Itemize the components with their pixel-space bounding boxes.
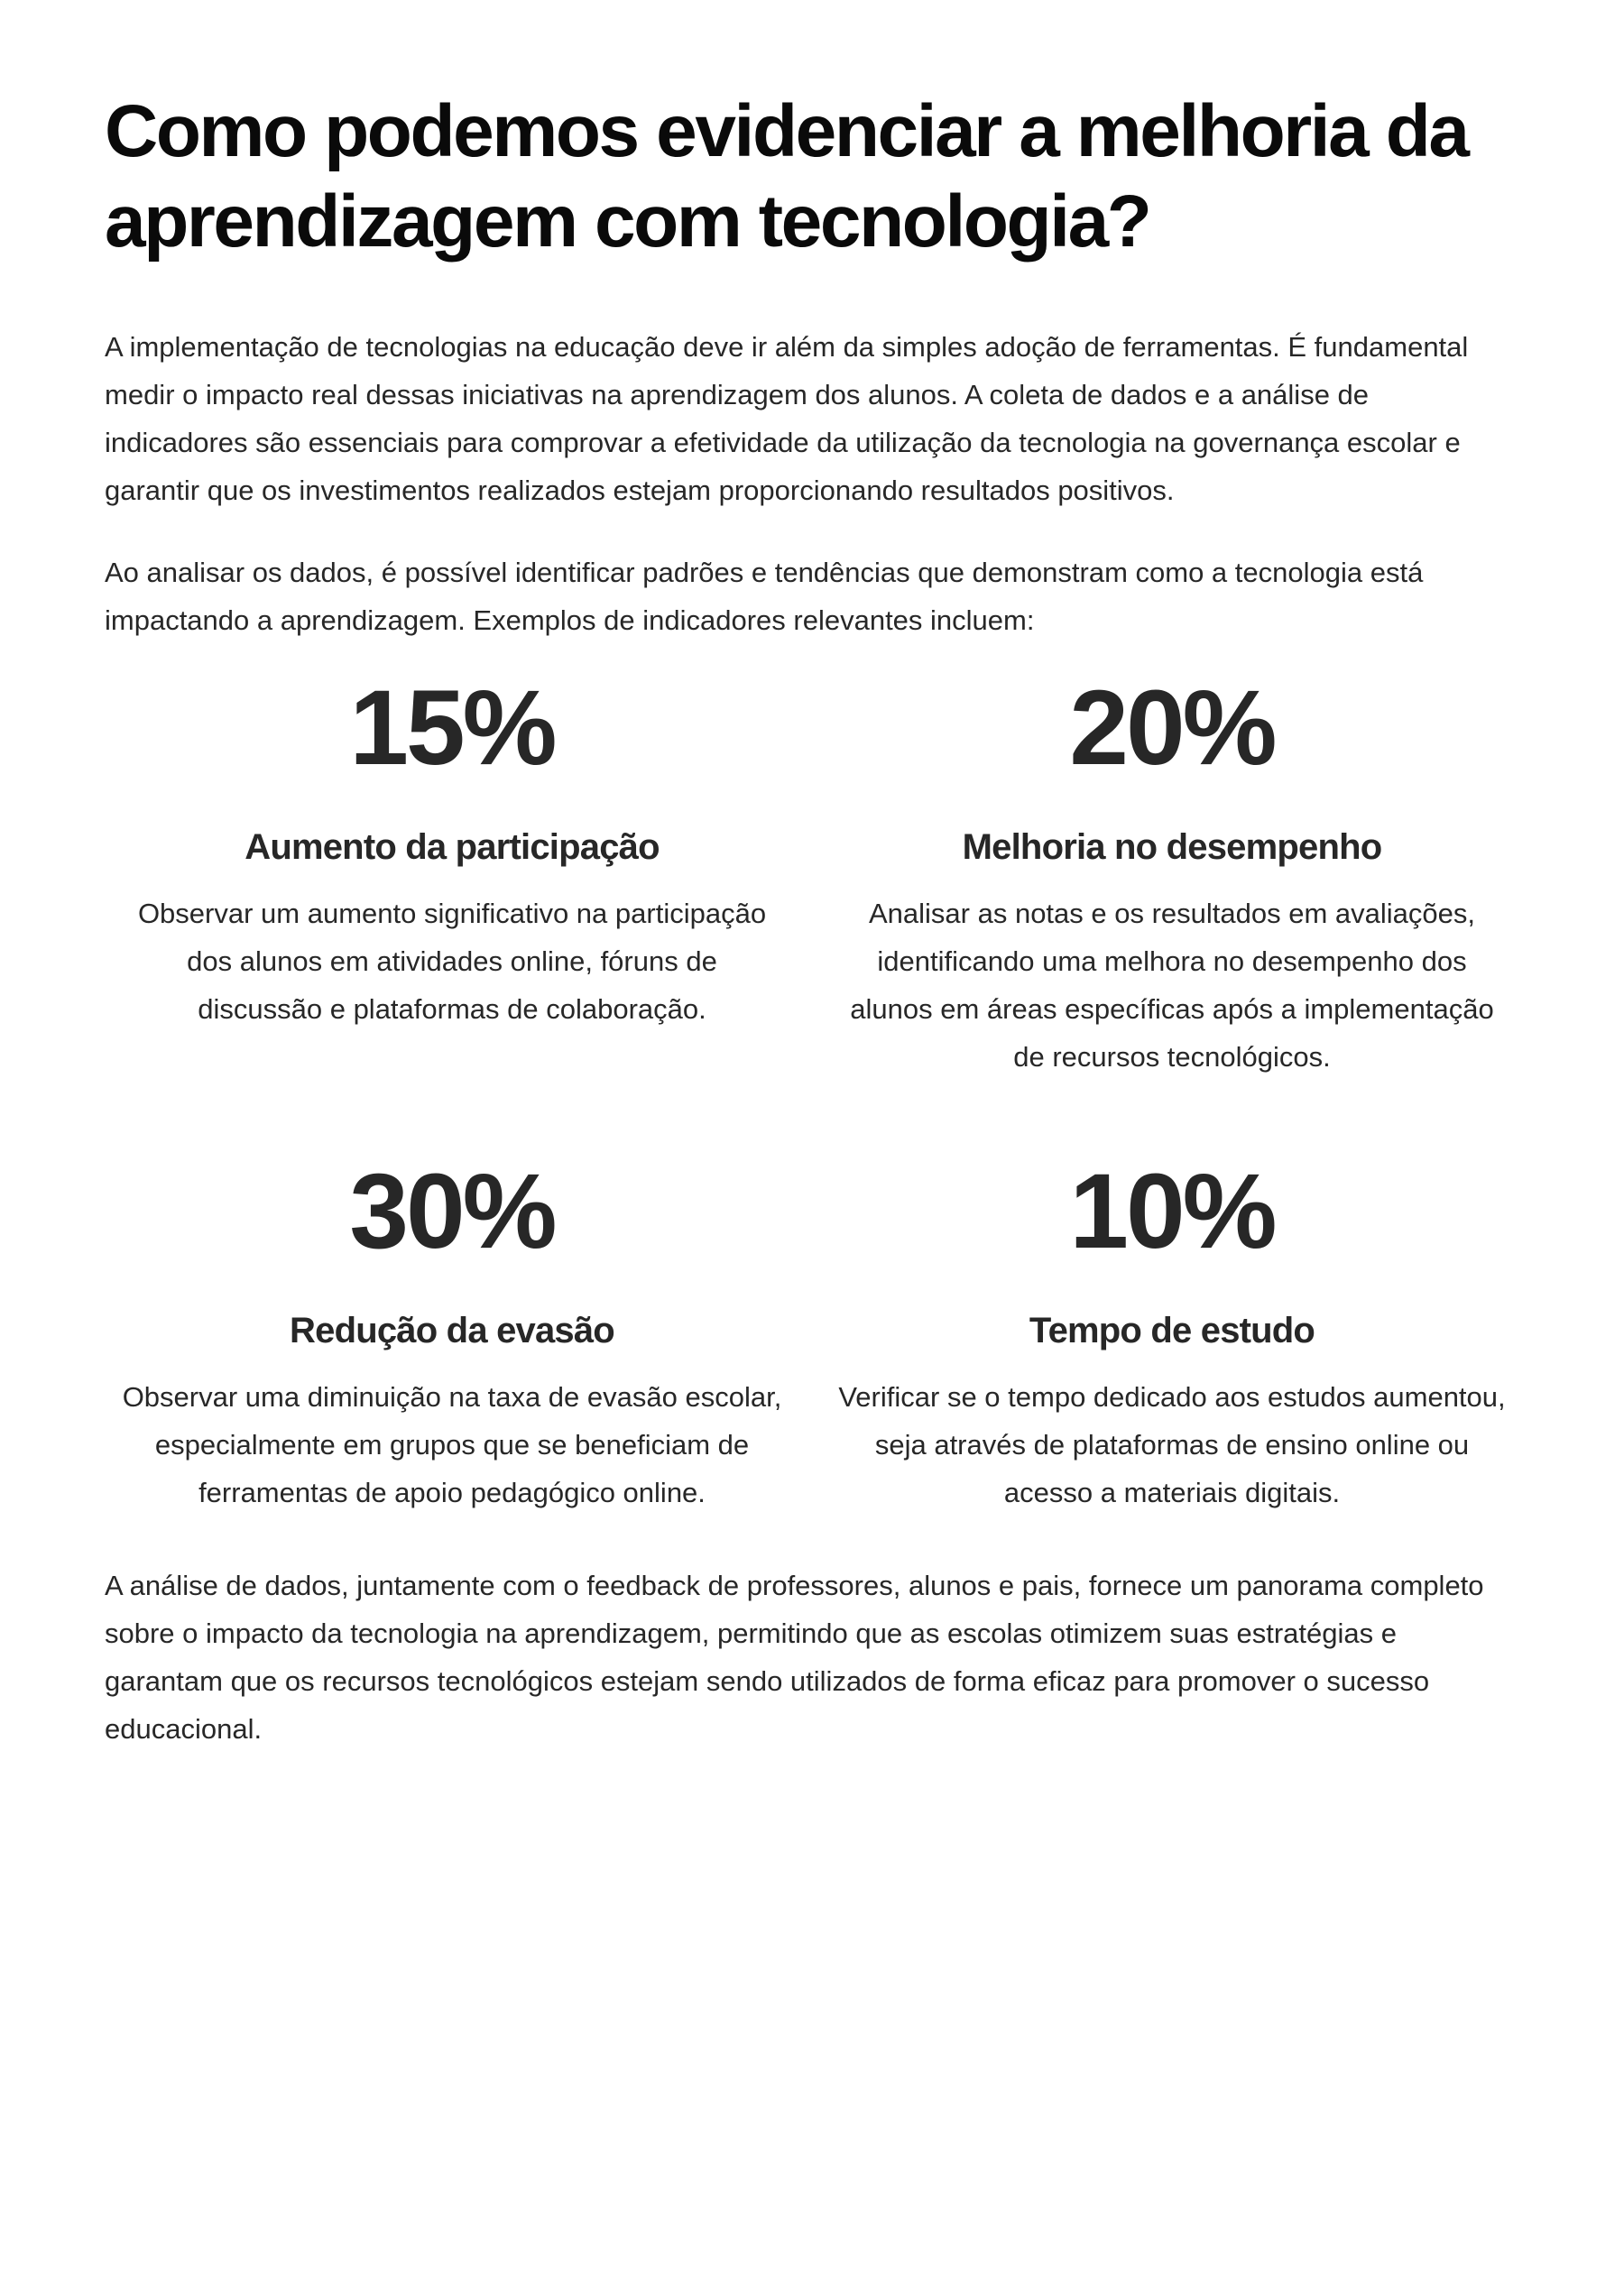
indicator-description: Observar um aumento significativo na participação dos alunos em atividades online, fóruns de discussão e plataformas de colaboração. — [137, 898, 767, 1025]
indicator-card-study-time — [825, 1153, 1519, 1516]
indicator-heading: Redução da evasão — [290, 1311, 614, 1350]
indicator-card-performance — [825, 669, 1519, 1081]
indicator-card-participation — [105, 669, 799, 1081]
indicator-heading: Melhoria no desempenho — [962, 827, 1382, 867]
indicator-card-dropout — [105, 1153, 799, 1516]
page-title: Como podemos evidenciar a melhoria da aprendizagem com tecnologia? — [105, 90, 1468, 263]
indicator-value: 20% — [1069, 668, 1275, 788]
intro-paragraph: A implementação de tecnologias na educação deve ir além da simples adoção de ferramentas. É fundamental medir o impacto real dessas iniciativas na aprendizagem dos alunos. A coleta de dados e a análise de indicadores são essenciais para comprovar a efetividade da utilização da tecnologia na governança escolar e garantir que os investimentos realizados estejam proporcionando resultados positivos. — [105, 331, 1469, 506]
indicator-description: Observar uma diminuição na taxa de evasão escolar, especialmente em grupos que se beneficiam de ferramentas de apoio pedagógico online. — [122, 1381, 782, 1508]
indicator-grid — [105, 669, 1519, 1516]
indicator-description: Verificar se o tempo dedicado aos estudos aumentou, seja através de plataformas de ensino online ou acesso a materiais digitais. — [838, 1381, 1506, 1508]
closing-paragraph: A análise de dados, juntamente com o feedback de professores, alunos e pais, fornece um panorama completo sobre o impacto da tecnologia na aprendizagem, permitindo que as escolas otimizem suas estratégias e garantam que os recursos tecnológicos estejam sendo utilizados de forma eficaz para promover o sucesso educacional. — [105, 1570, 1484, 1745]
indicator-value: 30% — [349, 1152, 555, 1271]
indicator-heading: Tempo de estudo — [1029, 1311, 1315, 1350]
indicator-value: 10% — [1069, 1152, 1275, 1271]
indicators-intro-paragraph: Ao analisar os dados, é possível identificar padrões e tendências que demonstram como a tecnologia está impactando a aprendizagem. Exemplos de indicadores relevantes incluem: — [105, 557, 1424, 636]
indicator-description: Analisar as notas e os resultados em avaliações, identificando uma melhora no desempenho dos alunos em áreas específicas após a implementação de recursos tecnológicos. — [850, 898, 1494, 1073]
indicator-heading: Aumento da participação — [245, 827, 660, 867]
indicator-value: 15% — [349, 668, 555, 788]
